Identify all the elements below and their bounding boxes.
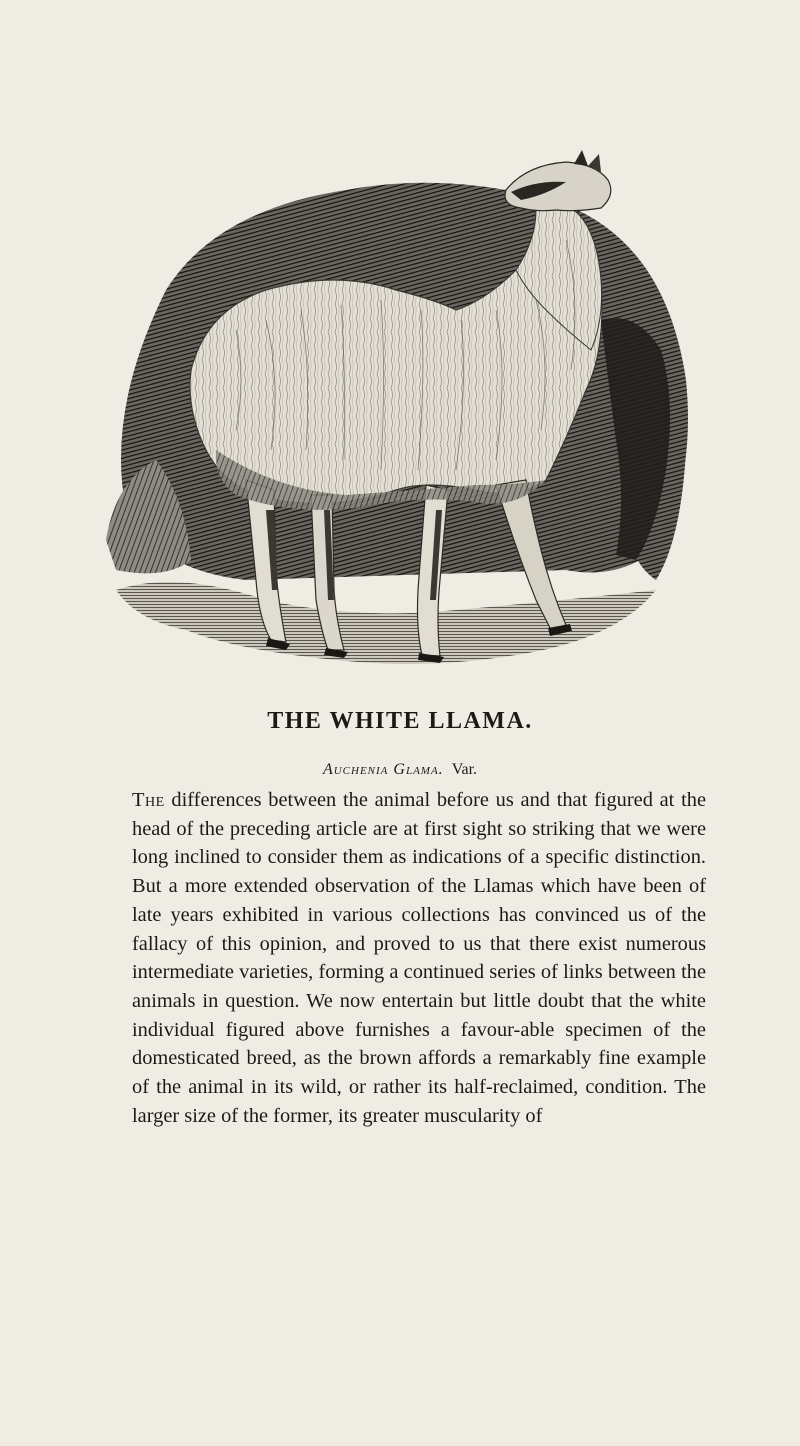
- llama-engraving: [96, 150, 708, 690]
- latin-name: Auchenia Glama.: [322, 761, 444, 778]
- ground-hatching: [116, 582, 656, 664]
- variety-abbrev: Var.: [451, 761, 478, 778]
- llama-ear-left: [574, 150, 588, 166]
- article-body: differences between the animal before us and that figured at the head of the preceding article are at first sight so striking that we were long inclined to consider them as indications of a specific distinction. But a more extended observation of the Llamas which have been of late years exhibited in various collections has convinced us of the fallacy of this opinion, and proved to us that there exist numerous intermediate varieties, forming a continued series of links between the animals in question. We now entertain but little doubt that the white individual figured above furnishes a favour-able specimen of the domesticated breed, as the brown affords a remarkably fine example of the animal in its wild, or rather its half-reclaimed, condition. The larger size of the former, its greater muscularity of: [132, 789, 706, 1127]
- lead-word: The: [132, 789, 165, 811]
- plate-subtitle: [0, 761, 800, 779]
- article-paragraph: [132, 786, 706, 1130]
- plate-title: THE WHITE LLAMA.: [267, 708, 533, 734]
